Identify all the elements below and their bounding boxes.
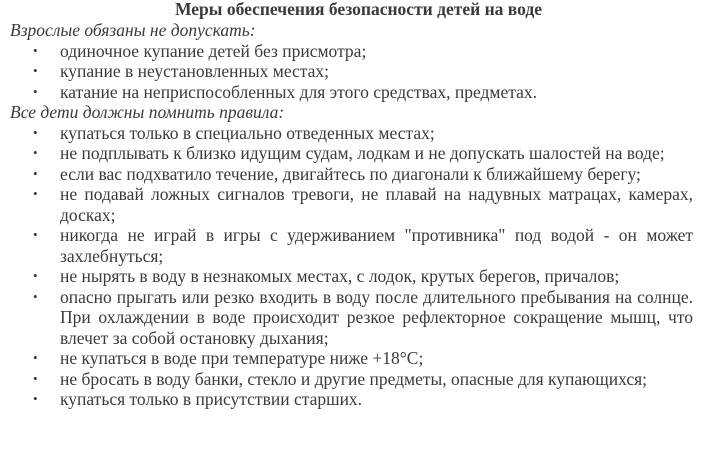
list-item-text: купаться только в специально отведенных местах; [60, 122, 435, 143]
list-item [10, 225, 701, 266]
bullet-icon: • [33, 145, 38, 160]
bullet-icon: • [33, 370, 38, 386]
list-item-text: не купаться в воде при температуре ниже +18°С; [60, 348, 424, 368]
list-item [10, 287, 701, 349]
children-rules-list [10, 123, 701, 410]
section-heading-adults: Взрослые обязаны не допускать: [10, 20, 256, 40]
bullet-icon: • [33, 391, 38, 406]
list-item-text: катание на неприспособленных для этого средствах, предметах. [60, 81, 538, 102]
list-item [10, 82, 701, 103]
list-item-text: никогда не играй в игры с удерживанием "противника" под водой - он может захлебнуться; [60, 225, 693, 266]
bullet-icon: • [33, 268, 38, 283]
section-heading-children: Все дети должны помнить правила: [10, 102, 285, 122]
bullet-icon: • [33, 288, 38, 304]
page-title: Меры обеспечения безопасности детей на воде [175, 0, 542, 19]
list-item [10, 369, 701, 390]
list-item-text: купаться только в присутствии старших. [60, 389, 363, 409]
list-item [10, 266, 701, 287]
bullet-icon: • [33, 42, 38, 58]
list-item [10, 41, 701, 62]
bullet-icon: • [33, 83, 38, 99]
list-item [10, 164, 701, 185]
list-item [10, 389, 701, 410]
bullet-icon: • [33, 350, 38, 365]
list-item-text: купание в неустановленных местах; [60, 61, 330, 81]
list-item-text: не подавай ложных сигналов тревоги, не плавай на надувных матрацах, камерах, досках; [60, 184, 693, 225]
list-item-text: не бросать в воду банки, стекло и другие предметы, опасные для купающихся; [60, 368, 648, 389]
bullet-icon: • [33, 186, 38, 201]
bullet-icon: • [33, 124, 38, 140]
bullet-icon: • [33, 63, 38, 78]
list-item [10, 61, 701, 82]
bullet-icon: • [33, 227, 38, 242]
list-item-text: не подплывать к близко идущим судам, лодкам и не допускать шалостей на воде; [60, 143, 665, 163]
adults-rules-list [10, 41, 701, 103]
list-item-text: опасно прыгать или резко входить в воду после длительного пребывания на солнце. При охлаждении в воде происходит резкое рефлекторное сокращение мышц, что влечет за собой остановку дыхания; [60, 286, 693, 348]
list-item-text: если вас подхватило течение, двигайтесь по диагонали к ближайшему берегу; [60, 163, 641, 184]
list-item [10, 348, 701, 369]
list-item-text: не нырять в воду в незнакомых местах, с лодок, крутых берегов, причалов; [60, 266, 620, 286]
list-item-text: одиночное купание детей без присмотра; [60, 40, 367, 61]
list-item [10, 123, 701, 144]
list-item [10, 184, 701, 225]
bullet-icon: • [33, 165, 38, 181]
list-item [10, 143, 701, 164]
